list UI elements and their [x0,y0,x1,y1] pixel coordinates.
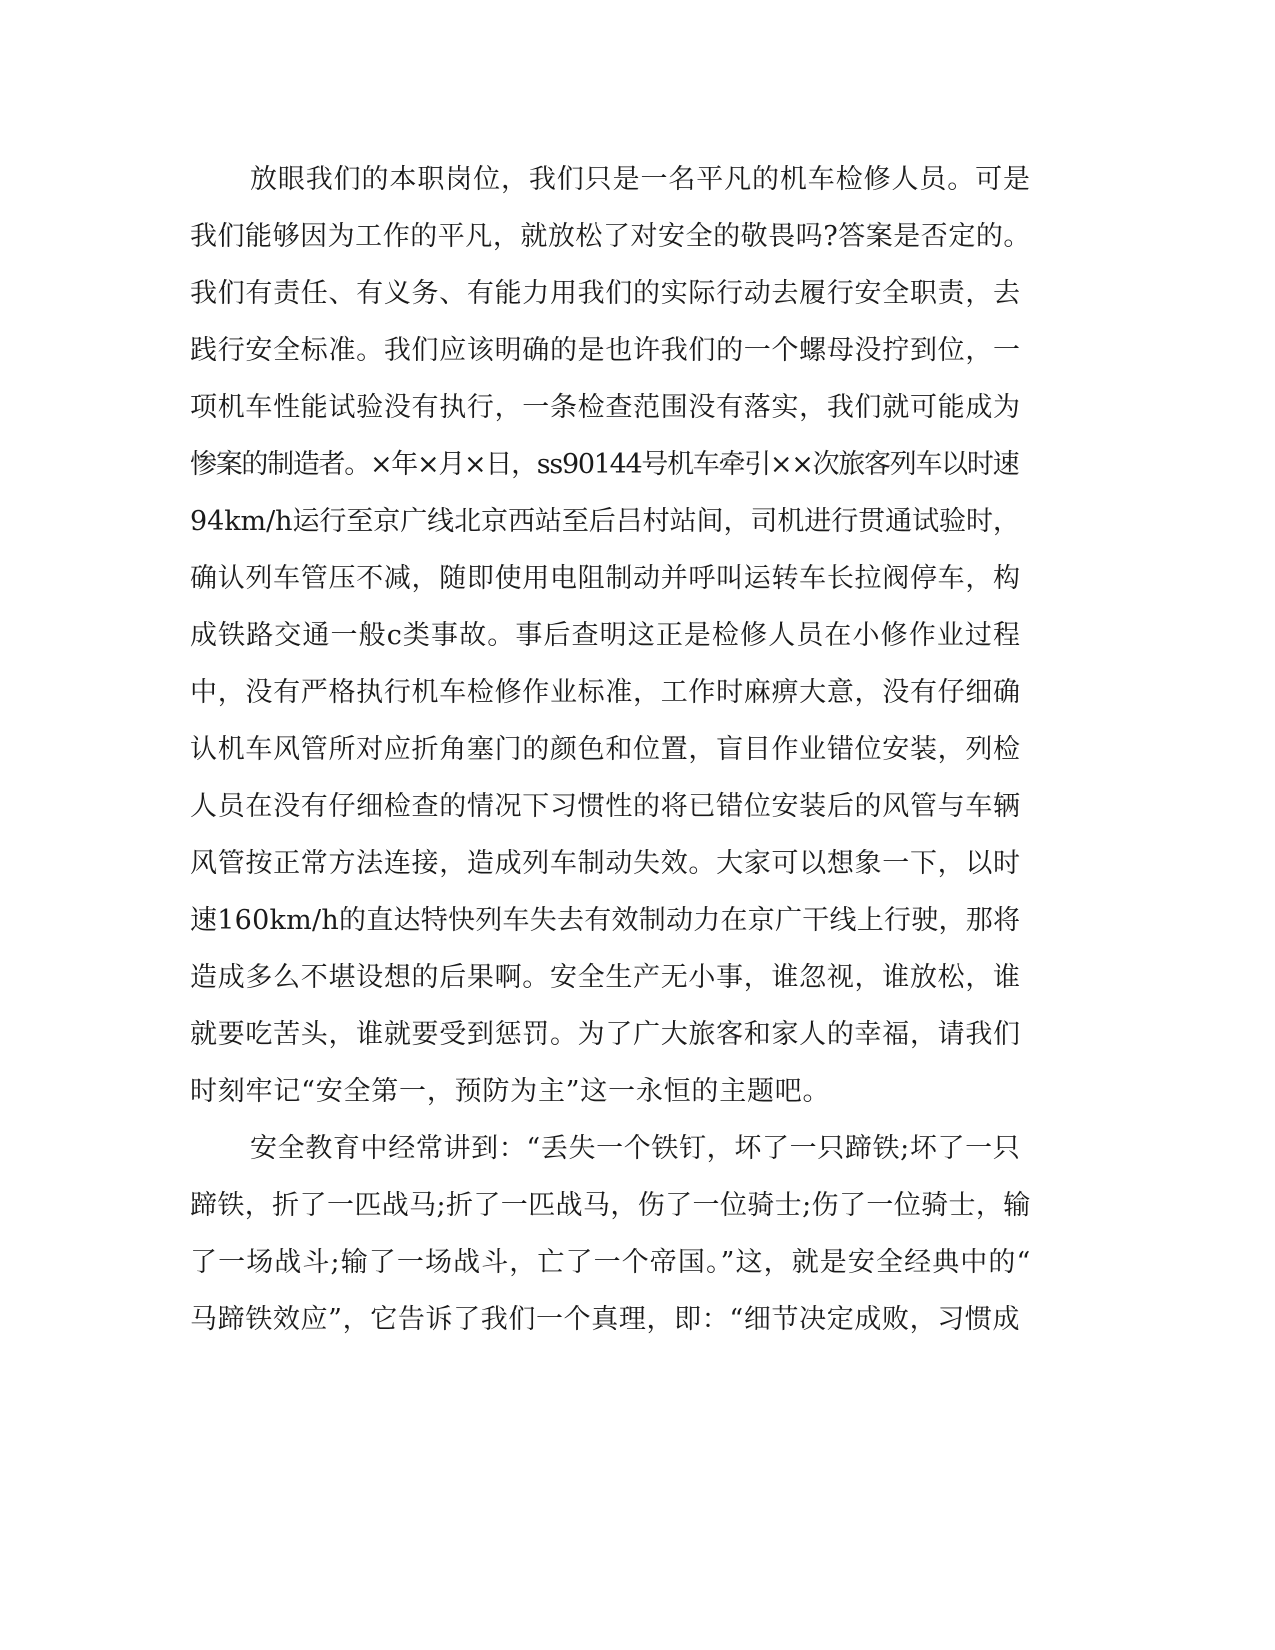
paragraph-1-line-14: 速160km/h的直达特快列车失去有效制动力在京广干线上行驶，那将 [190,905,1021,936]
paragraph-2-line-1: 安全教育中经常讲到：“丢失一个铁钉，坏了一只蹄铁;坏了一只 [250,1133,1021,1164]
paragraph-1-line-5: 项机车性能试验没有执行，一条检查范围没有落实，我们就可能成为 [190,392,1021,423]
paragraph-1-line-17: 时刻牢记“安全第一，预防为主”这一永恒的主题吧。 [190,1076,831,1107]
paragraph-1-line-6: 惨案的制造者。×年×月×日，ss90144号机车牵引××次旅客列车以时速 [190,449,1019,480]
paragraph-1-line-15: 造成多么不堪设想的后果啊。安全生产无小事，谁忽视，谁放松，谁 [190,962,1021,993]
paragraph-1-line-8: 确认列车管压不减，随即使用电阻制动并呼叫运转车长拉阀停车，构 [190,563,1021,594]
paragraph-1-line-3: 我们有责任、有义务、有能力用我们的实际行动去履行安全职责，去 [190,278,1021,309]
paragraph-1-line-11: 认机车风管所对应折角塞门的颜色和位置，盲目作业错位安装，列检 [190,734,1021,765]
paragraph-1-line-12: 人员在没有仔细检查的情况下习惯性的将已错位安装后的风管与车辆 [190,791,1021,822]
paragraph-2-line-4: 马蹄铁效应”，它告诉了我们一个真理，即：“细节决定成败，习惯成 [190,1304,1021,1335]
paragraph-1-line-9: 成铁路交通一般c类事故。事后查明这正是检修人员在小修作业过程 [190,620,1022,651]
paragraph-1-line-10: 中，没有严格执行机车检修作业标准，工作时麻痹大意，没有仔细确 [190,677,1021,708]
paragraph-1-line-13: 风管按正常方法连接，造成列车制动失效。大家可以想象一下，以时 [190,848,1021,879]
paragraph-1-line-7: 94km/h运行至京广线北京西站至后吕村站间，司机进行贯通试验时， [190,506,1020,537]
paragraph-2-line-3: 了一场战斗;输了一场战斗，亡了一个帝国。”这，就是安全经典中的“ [190,1247,1032,1278]
paragraph-1-line-1: 放眼我们的本职岗位，我们只是一名平凡的机车检修人员。可是 [250,164,1031,195]
paragraph-1-line-4: 践行安全标准。我们应该明确的是也许我们的一个螺母没拧到位，一 [190,335,1021,366]
paragraph-2-line-2: 蹄铁，折了一匹战马;折了一匹战马，伤了一位骑士;伤了一位骑士，输 [190,1190,1031,1221]
paragraph-1-line-2: 我们能够因为工作的平凡，就放松了对安全的敬畏吗?答案是否定的。 [190,221,1031,252]
paragraph-1-line-16: 就要吃苦头，谁就要受到惩罚。为了广大旅客和家人的幸福，请我们 [190,1019,1021,1050]
